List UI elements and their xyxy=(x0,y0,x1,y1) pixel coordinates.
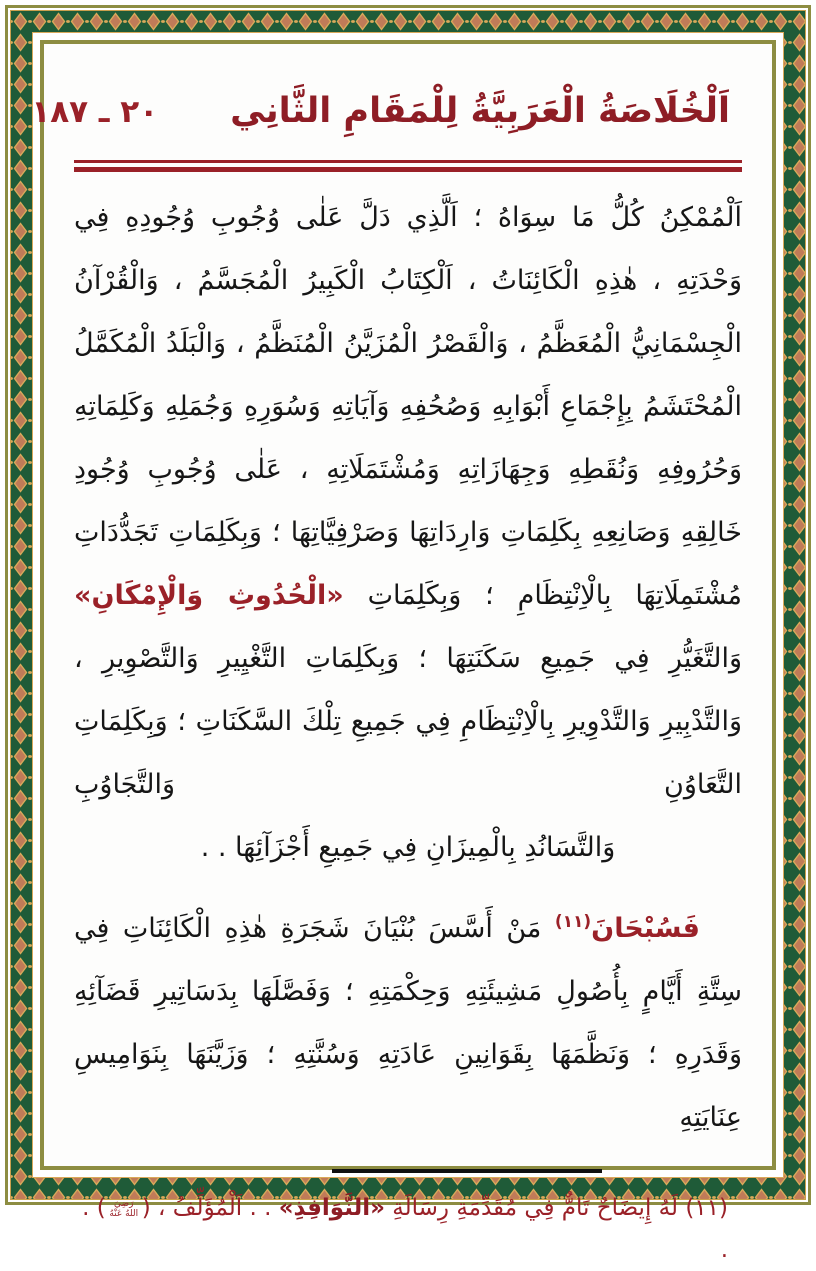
paragraph1-text-start: اَلْمُمْكِنُ كُلُّ مَا سِوَاهُ ؛ اَلَّذِي دَلَّ عَلٰى وُجُوبِ وُجُودِهِ فِي وَحْدَتِهِ ، هٰذِهِ الْكَائِنَاتُ ، اَلْكِتَابُ الْكَبِيرُ الْمُجَسَّمُ ، وَالْقُرْآنُ الْجِسْمَانِيُّ الْمُعَظَّمُ ، وَالْقَصْرُ الْمُزَيَّنُ الْمُنَظَّمُ ، وَالْبَلَدُ الْمُكَمَّلُ الْمُحْتَشَمُ بِإِجْمَاعِ أَبْوَابِهِ وَصُحُفِهِ وَآيَاتِهِ وَسُوَرِهِ وَجُمَلِهِ وَكَلِمَاتِهِ وَحُرُوفِهِ وَنُقَطِهِ وَجِهَازَاتِهِ وَمُشْتَمَلَاتِهِ ، عَلٰى وُجُوبِ وُجُودِ خَالِقِهِ وَصَانِعِهِ بِكَلِمَاتِ وَارِدَاتِهَا وَصَرْفِيَّاتِهَا ؛ وَبِكَلِمَاتِ تَجَدُّدَاتِ مُشْتَمِلَاتِهَا بِالْاِنْتِظَامِ ؛ وَبِكَلِمَاتِ xyxy=(74,202,742,611)
inner-white-frame xyxy=(31,32,784,1263)
body-paragraph-1 xyxy=(74,186,742,816)
header-rule-thick-line xyxy=(74,167,742,172)
tasbih-lead-word: فَسُبْحَانَ xyxy=(591,913,700,944)
highlight-phrase: «الْحُدُوثِ وَالْإِمْكَانِ» xyxy=(74,580,344,611)
footnote-marker: (١١) xyxy=(685,1195,728,1221)
page-number: ٢٠ ـ ١٨٧ xyxy=(31,94,159,130)
paragraph1-closing-line: وَالتَّسَانُدِ بِالْمِيزَانِ فِي جَمِيعِ أَجْزَآئِهَا . . xyxy=(200,832,616,863)
body-paragraph-2 xyxy=(74,897,742,1149)
footnote xyxy=(74,1187,742,1271)
footnote-reference: (١١) xyxy=(554,912,592,932)
radi-allahu-anhu-seal-icon: رَضِيَ اللهُ عَنْهُ xyxy=(109,1198,139,1219)
footnote-text-3: ) . . xyxy=(82,1195,728,1263)
inner-olive-frame xyxy=(31,40,776,1263)
outer-olive-frame xyxy=(5,5,811,1263)
paragraph1-text-end: وَالتَّغَيُّرِ فِي جَمِيعِ سَكَنَتِهَا ؛ وَبِكَلِمَاتِ التَّغْيِيرِ وَالتَّصْوِيرِ ، وَالتَّدْبِيرِ وَالتَّدْوِيرِ بِالْاِنْتِظَامِ فِي جَمِيعِ تِلْكَ السَّكَنَاتِ ؛ وَبِكَلِمَاتِ التَّعَاوُنِ وَالتَّجَاوُبِ xyxy=(74,643,742,800)
page-title: اَلْخُلَاصَةُ الْعَرَبِيَّةُ لِلْمَقَامِ الثَّانِي xyxy=(230,91,730,132)
page-content xyxy=(31,44,772,1263)
footnote-text-2: . . اَلْمُؤَلِّفُ ، ( xyxy=(141,1195,279,1221)
page-header xyxy=(31,66,742,144)
paragraph2-text: مَنْ أَسَّسَ بُنْيَانَ شَجَرَةِ هٰذِهِ الْكَائِنَاتِ فِي سِتَّةِ أَيَّامٍ بِأُصُولِ مَشِيئَتِهِ وَحِكْمَتِهِ ؛ وَفَصَّلَهَا بِدَسَاتِيرِ قَضَآئِهِ وَقَدَرِهِ ؛ وَنَظَّمَهَا بِقَوَانِينِ عَادَتِهِ وَسُنَّتِهِ ؛ وَزَيَّنَهَا بِنَوَامِيسِ عِنَايَتِهِ xyxy=(74,913,742,1133)
footnote-book-name: «النَّوَافِذِ» xyxy=(278,1195,385,1221)
header-rule xyxy=(74,160,742,172)
footnote-text-1: لَهُ إِيضَاحٌ تَامٌّ فِي مُقَدِّمَةِ رِسَالَةِ xyxy=(384,1195,686,1221)
ornament-border xyxy=(10,10,806,1263)
footnote-separator xyxy=(332,1169,602,1173)
